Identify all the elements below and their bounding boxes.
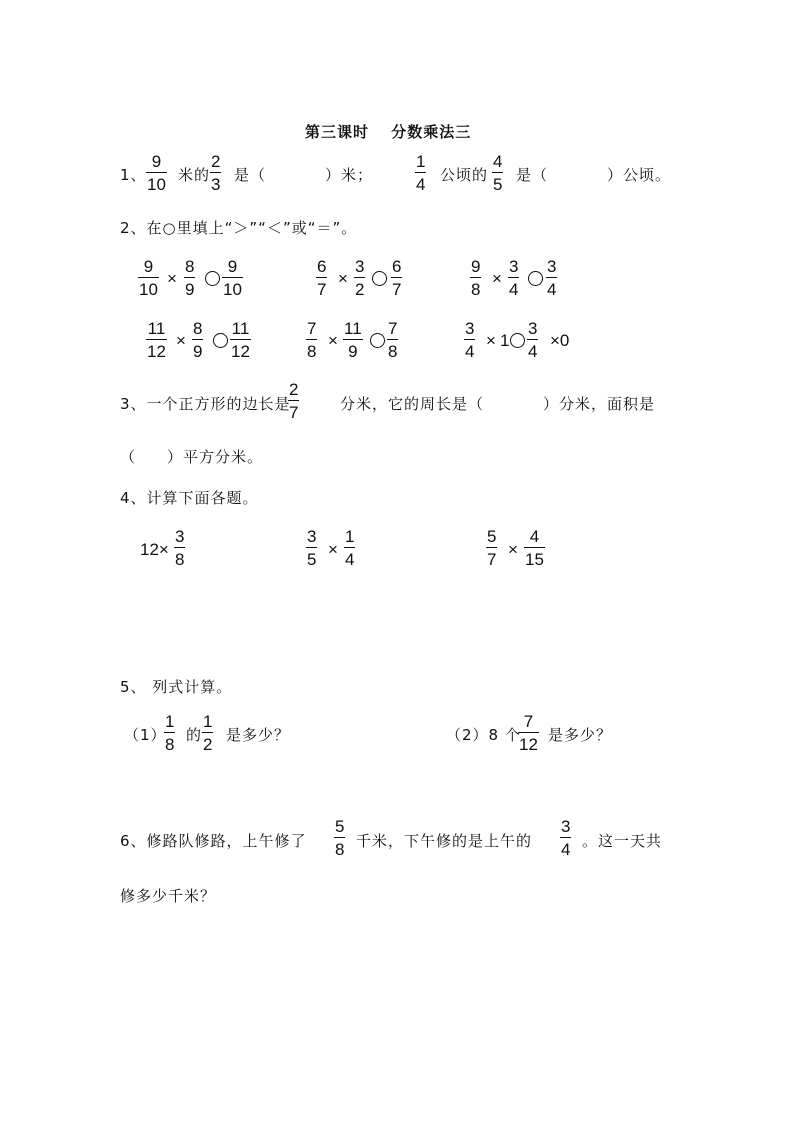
fraction — [192, 320, 203, 360]
fraction — [415, 153, 426, 193]
numerator: 1 — [345, 527, 355, 546]
q6-text: 。这一天共 — [582, 832, 663, 850]
q1-text: ）米； — [325, 166, 374, 184]
numerator: 3 — [547, 257, 557, 276]
fraction — [306, 320, 317, 360]
numerator: 9 — [151, 152, 162, 171]
fraction — [334, 818, 345, 858]
fraction — [230, 320, 251, 360]
q1-number: 1、 — [120, 166, 147, 184]
denominator: 4 — [345, 550, 355, 569]
q2-heading: 2、在○里填上“＞”“＜”或“＝”。 — [120, 219, 358, 237]
numerator: 9 — [471, 257, 481, 276]
fraction — [288, 381, 299, 421]
denominator: 10 — [147, 175, 166, 194]
denominator: 2 — [203, 735, 213, 754]
numerator: 3 — [509, 257, 519, 276]
q3-text: 分米，它的周长是（ — [340, 395, 485, 413]
denominator: 8 — [388, 342, 398, 361]
times-sign: × — [486, 331, 496, 350]
fraction — [146, 320, 167, 360]
fraction — [164, 713, 175, 753]
q6-text: 6、修路队修路，上午修了 — [120, 832, 307, 850]
numerator: 4 — [529, 527, 540, 546]
numerator: 11 — [344, 319, 362, 338]
fraction — [492, 153, 503, 193]
denominator: 4 — [547, 280, 557, 299]
times-sign: × — [338, 269, 348, 288]
numerator: 7 — [307, 319, 317, 338]
whole-number: 1 — [500, 331, 510, 350]
q1-text: 公顷的 — [440, 166, 489, 184]
q6-text: 修多少千米？ — [120, 887, 217, 905]
fraction — [387, 320, 398, 360]
denominator: 7 — [487, 550, 497, 569]
denominator: 8 — [471, 280, 481, 299]
denominator: 10 — [223, 280, 242, 299]
denominator: 7 — [289, 403, 299, 422]
q3-text: （ — [120, 448, 137, 466]
numerator: 6 — [317, 257, 327, 276]
denominator: 7 — [317, 280, 327, 299]
numerator: 2 — [211, 152, 221, 171]
fraction — [146, 153, 167, 193]
q1-text: 是（ — [516, 166, 549, 184]
q3-text: ）分米，面积是 — [543, 395, 656, 413]
times-sign: × — [176, 331, 186, 350]
fraction — [524, 528, 545, 568]
q1-text: 米的 — [178, 166, 211, 184]
q6-text: 千米，下午修的是上午的 — [356, 832, 533, 850]
q5-part-label: （1） — [124, 726, 167, 744]
times-sign: × — [167, 269, 177, 288]
q3-text: ）平方分米。 — [167, 448, 264, 466]
numerator: 3 — [175, 527, 185, 546]
denominator: 10 — [139, 280, 158, 299]
numerator: 7 — [523, 712, 534, 731]
numerator: 11 — [231, 319, 250, 338]
q5-text: 是多少？ — [226, 726, 291, 744]
fraction — [486, 528, 497, 568]
denominator: 2 — [355, 280, 365, 299]
denominator: 4 — [465, 342, 475, 361]
fraction — [508, 258, 519, 298]
numerator: 7 — [388, 319, 398, 338]
numerator: 3 — [307, 527, 317, 546]
fraction — [464, 320, 475, 360]
numerator: 1 — [203, 712, 213, 731]
fraction — [470, 258, 481, 298]
denominator: 9 — [348, 342, 358, 361]
numerator: 2 — [289, 380, 299, 399]
denominator: 12 — [231, 342, 250, 361]
times-zero: ×0 — [550, 331, 570, 350]
q4-heading: 4、计算下面各题。 — [120, 489, 259, 507]
fraction — [202, 713, 213, 753]
denominator: 9 — [193, 342, 203, 361]
denominator: 4 — [528, 342, 538, 361]
numerator: 4 — [493, 152, 503, 171]
fraction — [560, 818, 571, 858]
denominator: 8 — [165, 735, 175, 754]
comparison-circle[interactable] — [205, 271, 220, 286]
q1-text: 是（ — [234, 166, 267, 184]
comparison-circle[interactable] — [528, 271, 543, 286]
whole-times: 12× — [140, 540, 169, 559]
fraction — [138, 258, 159, 298]
fraction — [222, 258, 243, 298]
fraction — [546, 258, 557, 298]
numerator: 3 — [528, 319, 538, 338]
denominator: 5 — [493, 175, 503, 194]
denominator: 7 — [392, 280, 402, 299]
denominator: 9 — [185, 280, 195, 299]
fraction — [174, 528, 185, 568]
numerator: 1 — [416, 152, 426, 171]
q3-text: 3、一个正方形的边长是 — [120, 395, 291, 413]
numerator: 8 — [193, 319, 203, 338]
times-sign: × — [328, 540, 338, 559]
fraction — [306, 528, 317, 568]
q5-text: 的 — [186, 726, 203, 744]
denominator: 8 — [335, 840, 345, 859]
denominator: 4 — [561, 840, 571, 859]
fraction — [518, 713, 539, 753]
fraction — [391, 258, 402, 298]
denominator: 8 — [307, 342, 317, 361]
comparison-circle[interactable] — [510, 333, 525, 348]
denominator: 12 — [147, 342, 166, 361]
q5-text: 是多少？ — [548, 726, 613, 744]
comparison-circle[interactable] — [372, 271, 387, 286]
comparison-circle[interactable] — [213, 333, 228, 348]
denominator: 4 — [509, 280, 519, 299]
numerator: 5 — [487, 527, 497, 546]
numerator: 9 — [143, 257, 154, 276]
denominator: 4 — [416, 175, 426, 194]
comparison-circle[interactable] — [370, 333, 385, 348]
denominator: 15 — [525, 550, 544, 569]
denominator: 5 — [307, 550, 317, 569]
numerator: 1 — [165, 712, 175, 731]
q5-part-label: （2）8 个 — [446, 726, 521, 744]
fraction — [210, 153, 221, 193]
times-sign: × — [492, 269, 502, 288]
q5-heading: 5、 列式计算。 — [120, 678, 233, 696]
denominator: 8 — [175, 550, 185, 569]
numerator: 3 — [465, 319, 475, 338]
numerator: 3 — [355, 257, 365, 276]
numerator: 5 — [335, 817, 345, 836]
numerator: 3 — [561, 817, 571, 836]
fraction — [316, 258, 327, 298]
fraction — [184, 258, 195, 298]
numerator: 11 — [147, 319, 166, 338]
fraction — [527, 320, 538, 360]
numerator: 9 — [227, 257, 238, 276]
fraction — [343, 320, 363, 360]
numerator: 8 — [185, 257, 195, 276]
denominator: 3 — [211, 175, 221, 194]
q1-text: ）公顷。 — [607, 166, 672, 184]
fraction — [354, 258, 365, 298]
numerator: 6 — [392, 257, 402, 276]
fraction — [344, 528, 355, 568]
denominator: 12 — [519, 735, 538, 754]
page-title: 第三课时 分数乘法三 — [305, 123, 472, 141]
times-sign: × — [508, 540, 518, 559]
times-sign: × — [328, 331, 338, 350]
